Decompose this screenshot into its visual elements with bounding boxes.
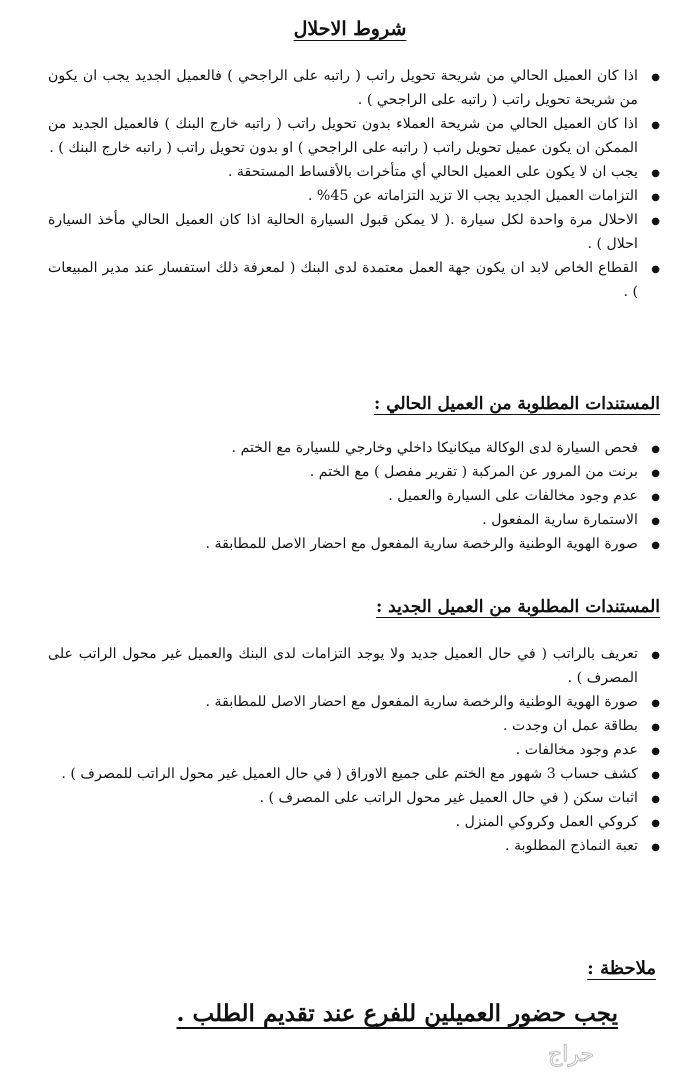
note-label: ملاحظة : <box>587 958 656 979</box>
list-item: ● اذا كان العميل الحالي من شريحة تحويل راتب ( راتبه على الراجحي ) فالعميل الجديد يجب ان يكون من شريحة تحويل راتب ( راتبه على الراجحي ) . <box>48 64 660 112</box>
list-item: ● بطاقة عمل ان وجدت . <box>48 714 660 738</box>
watermark-logo: حراج <box>548 1042 595 1067</box>
list-item: ● صورة الهوية الوطنية والرخصة سارية المفعول مع احضار الاصل للمطابقة . <box>48 532 660 556</box>
list-item: ● كشف حساب 3 شهور مع الختم على جميع الاوراق ( في حال العميل غير محول الراتب للمصرف ) . <box>48 762 660 786</box>
list-item: ● الاحلال مرة واحدة لكل سيارة .( لا يمكن قبول السيارة الحالية اذا كان العميل الحالي مأخذ السيارة احلال ) . <box>48 208 660 256</box>
list-item: ● صورة الهوية الوطنية والرخصة سارية المفعول مع احضار الاصل للمطابقة . <box>48 690 660 714</box>
list-item: ● عدم وجود مخالفات . <box>48 738 660 762</box>
list-item: ● اذا كان العميل الحالي من شريحة العملاء بدون تحويل راتب ( راتبه خارج البنك ) فالعميل الجديد من الممكن ان يكون عميل تحويل راتب ( راتبه على الراجحي ) او بدون تحويل راتب ( راتبه خارج البنك ) . <box>48 112 660 160</box>
list-item: ● تعبة النماذج المطلوبة . <box>48 834 660 858</box>
list-item: ● فحص السيارة لدى الوكالة ميكانيكا داخلي وخارجي للسيارة مع الختم . <box>48 436 660 460</box>
current-client-docs-heading: المستندات المطلوبة من العميل الحالي : <box>374 394 660 414</box>
list-item: ● يجب ان لا يكون على العميل الحالي أي متأخرات بالأقساط المستحقة . <box>48 160 660 184</box>
page-title: شروط الاحلال <box>293 18 407 40</box>
current-client-docs-list <box>48 436 660 556</box>
conditions-list <box>48 64 660 304</box>
list-item: ● القطاع الخاص لابد ان يكون جهة العمل معتمدة لدى البنك ( لمعرفة ذلك استفسار عند مدير المبيعات ) . <box>48 256 660 304</box>
list-item: ● اثبات سكن ( في حال العميل غير محول الراتب على المصرف ) . <box>48 786 660 810</box>
list-item: ● الاستمارة سارية المفعول . <box>48 508 660 532</box>
list-item: ● برنت من المرور عن المركبة ( تقرير مفصل ) مع الختم . <box>48 460 660 484</box>
list-item: ● كروكي العمل وكروكي المنزل . <box>48 810 660 834</box>
new-client-docs-heading: المستندات المطلوبة من العميل الجديد : <box>375 597 660 617</box>
list-item: ● عدم وجود مخالفات على السيارة والعميل . <box>48 484 660 508</box>
note-text: يجب حضور العميلين للفرع عند تقديم الطلب . <box>176 1000 618 1027</box>
list-item: ● التزامات العميل الجديد يجب الا تزيد التزاماته عن 45% . <box>48 184 660 208</box>
list-item: ● تعريف بالراتب ( في حال العميل جديد ولا يوجد التزامات لدى البنك والعميل غير محول الراتب على المصرف ) . <box>48 642 660 690</box>
new-client-docs-list <box>48 642 660 858</box>
